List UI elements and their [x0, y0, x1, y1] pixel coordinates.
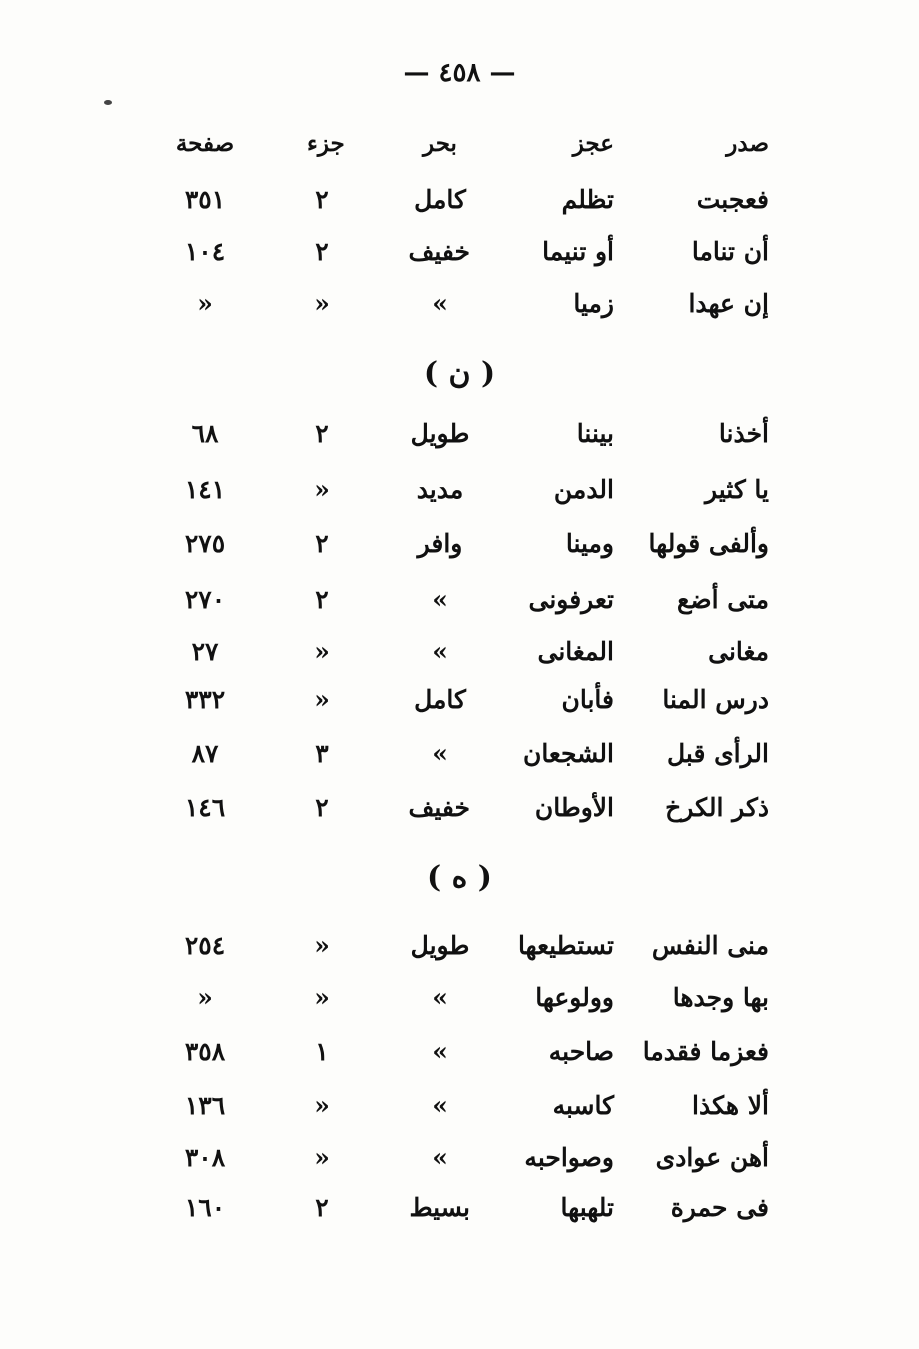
cell-page: ١٦٠ — [184, 1193, 226, 1222]
table-row — [0, 176, 919, 224]
table-row — [0, 784, 919, 832]
cell-sadr: ذكر الكرخ — [665, 793, 769, 822]
cell-juz: » — [314, 1143, 330, 1172]
cell-page: ١٣٦ — [184, 1091, 226, 1120]
header-ajz: عجز — [572, 130, 614, 157]
table-row — [0, 676, 919, 724]
cell-page: ٣٥١ — [184, 185, 226, 214]
cell-ajz: تلهبها — [560, 1193, 614, 1222]
cell-bahr: » — [432, 983, 448, 1012]
cell-sadr: وألفى قولها — [648, 529, 769, 558]
header-page: صفحة — [175, 130, 235, 157]
cell-bahr: » — [432, 637, 448, 666]
cell-ajz: صاحبه — [548, 1037, 614, 1066]
table-row — [0, 730, 919, 778]
cell-juz: ٢ — [315, 529, 329, 558]
table-row — [0, 628, 919, 676]
cell-bahr: » — [432, 1143, 448, 1172]
cell-sadr: أن تناما — [691, 237, 769, 266]
cell-juz: ٢ — [315, 585, 329, 614]
cell-juz: » — [314, 1091, 330, 1120]
cell-sadr: متى أضع — [677, 585, 769, 614]
cell-ajz: زميا — [573, 289, 614, 318]
cell-ajz: وصواحبه — [524, 1143, 614, 1172]
cell-page: ٨٧ — [191, 739, 219, 768]
header-row — [0, 120, 919, 168]
cell-page: ٢٧٥ — [184, 529, 226, 558]
cell-sadr: بها وجدها — [672, 983, 769, 1012]
cell-sadr: منى النفس — [651, 931, 769, 960]
cell-sadr: فى حمرة — [670, 1193, 769, 1222]
cell-juz: ١ — [315, 1037, 329, 1066]
cell-juz: » — [314, 637, 330, 666]
cell-juz: » — [314, 931, 330, 960]
header-bahr: بحر — [423, 130, 457, 157]
cell-ajz: الدمن — [553, 475, 614, 504]
cell-sadr: أخذنا — [718, 419, 769, 448]
cell-page: ٢٧٠ — [184, 585, 226, 614]
section-title-nun: ( ن ) — [423, 356, 496, 391]
cell-juz: » — [314, 983, 330, 1012]
cell-ajz: كاسبه — [552, 1091, 614, 1120]
cell-sadr: أهن عوادى — [655, 1143, 769, 1172]
ink-speck — [104, 100, 112, 105]
cell-bahr: كامل — [414, 685, 466, 714]
cell-juz: ٢ — [315, 419, 329, 448]
cell-bahr: طويل — [410, 931, 470, 960]
cell-page: ٢٥٤ — [184, 931, 226, 960]
cell-ajz: وولوعها — [535, 983, 614, 1012]
cell-sadr: فعجبت — [696, 185, 769, 214]
cell-ajz: ومينا — [565, 529, 614, 558]
cell-bahr: » — [432, 1037, 448, 1066]
cell-ajz: تستطيعها — [517, 931, 614, 960]
cell-bahr: طويل — [410, 419, 470, 448]
table-row — [0, 228, 919, 276]
table-row — [0, 1184, 919, 1232]
cell-page: ١٤١ — [184, 475, 226, 504]
section-title-ha: ( ه ) — [427, 860, 492, 895]
cell-juz: ٣ — [315, 739, 329, 768]
cell-juz: ٢ — [315, 1193, 329, 1222]
cell-bahr: كامل — [414, 185, 466, 214]
cell-ajz: الشجعان — [522, 739, 614, 768]
cell-page: » — [197, 289, 213, 318]
cell-bahr: » — [432, 1091, 448, 1120]
table-row — [0, 1082, 919, 1130]
cell-page: » — [197, 983, 213, 1012]
cell-bahr: » — [432, 739, 448, 768]
cell-page: ٣٣٢ — [184, 685, 226, 714]
cell-page: ١٤٦ — [184, 793, 226, 822]
cell-juz: ٢ — [315, 185, 329, 214]
cell-ajz: تظلم — [561, 185, 614, 214]
cell-juz: » — [314, 289, 330, 318]
cell-juz: ٢ — [315, 237, 329, 266]
cell-sadr: مغانى — [708, 637, 769, 666]
cell-ajz: فأبان — [561, 685, 614, 714]
cell-page: ١٠٤ — [184, 237, 226, 266]
cell-sadr: ألا هكذا — [692, 1091, 769, 1120]
table-row — [0, 410, 919, 458]
cell-bahr: مديد — [416, 475, 464, 504]
cell-ajz: بيننا — [576, 419, 614, 448]
table-row — [0, 466, 919, 514]
cell-juz: » — [314, 685, 330, 714]
cell-bahr: خفيف — [408, 793, 470, 822]
cell-sadr: فعزما فقدما — [642, 1037, 769, 1066]
cell-ajz: الأوطان — [534, 793, 614, 822]
table-row — [0, 974, 919, 1022]
cell-page: ٢٧ — [191, 637, 219, 666]
table-row — [0, 280, 919, 328]
table-row — [0, 576, 919, 624]
cell-bahr: وافر — [417, 529, 463, 558]
cell-bahr: » — [432, 289, 448, 318]
cell-bahr: خفيف — [408, 237, 470, 266]
cell-page: ٣٠٨ — [184, 1143, 226, 1172]
cell-sadr: يا كثير — [704, 475, 769, 504]
table-row — [0, 922, 919, 970]
table-row — [0, 520, 919, 568]
cell-sadr: الرأى قبل — [666, 739, 769, 768]
cell-ajz: تعرفونى — [528, 585, 614, 614]
cell-sadr: درس المنا — [662, 685, 769, 714]
cell-bahr: بسيط — [409, 1193, 470, 1222]
page-number: — ٤٥٨ — — [403, 58, 516, 88]
cell-bahr: » — [432, 585, 448, 614]
cell-juz: » — [314, 475, 330, 504]
cell-juz: ٢ — [315, 793, 329, 822]
header-juz: جزء — [307, 130, 345, 157]
cell-sadr: إن عهدا — [688, 289, 769, 318]
cell-ajz: المغانى — [537, 637, 614, 666]
header-sadr: صدر — [726, 130, 769, 157]
cell-page: ٣٥٨ — [184, 1037, 226, 1066]
table-row — [0, 1134, 919, 1182]
table-row — [0, 1028, 919, 1076]
cell-page: ٦٨ — [191, 419, 219, 448]
cell-ajz: أو تنيما — [542, 237, 614, 266]
